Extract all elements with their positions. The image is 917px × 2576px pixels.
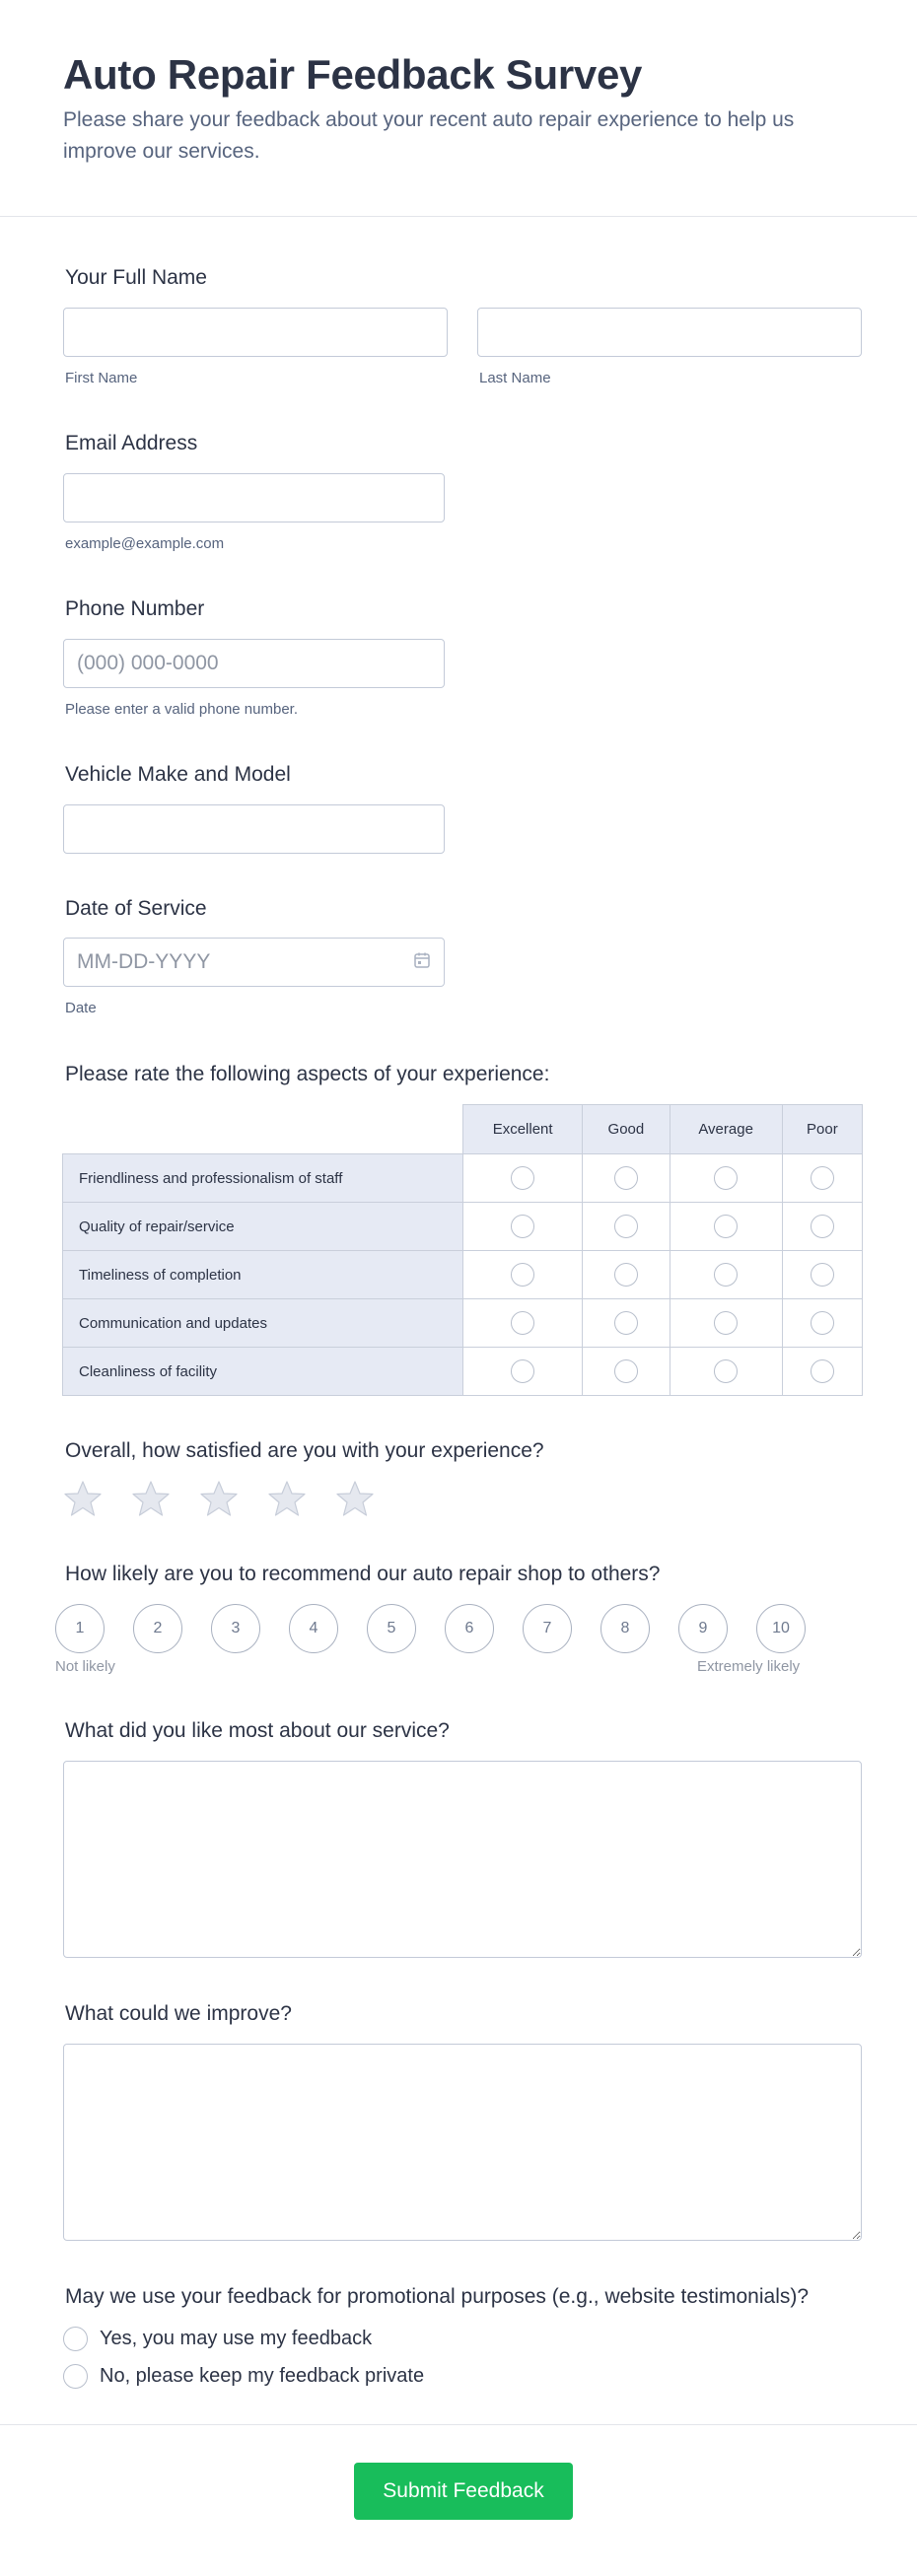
scale-option[interactable]: 8	[600, 1604, 650, 1653]
calendar-icon[interactable]	[412, 950, 432, 970]
recommend-label: How likely are you to recommend our auto repair shop to others?	[65, 1563, 661, 1585]
phone-sublabel: Please enter a valid phone number.	[65, 701, 298, 718]
scale-option[interactable]: 10	[756, 1604, 806, 1653]
date-input[interactable]	[63, 938, 445, 987]
matrix-row-label: Cleanliness of facility	[63, 1348, 463, 1396]
matrix-radio[interactable]	[614, 1166, 638, 1190]
date-sublabel: Date	[65, 1000, 97, 1016]
matrix-label: Please rate the following aspects of your experience:	[65, 1063, 550, 1085]
email-sublabel: example@example.com	[65, 535, 225, 552]
improve-textarea[interactable]	[63, 2044, 862, 2241]
email-input[interactable]	[63, 473, 445, 522]
promo-option-no[interactable]	[63, 2364, 424, 2389]
matrix-row	[63, 1299, 863, 1348]
matrix-radio[interactable]	[714, 1263, 738, 1287]
matrix-radio[interactable]	[811, 1359, 834, 1383]
scale-option[interactable]: 7	[523, 1604, 572, 1653]
star-icon[interactable]	[63, 1479, 103, 1518]
scale-option[interactable]: 4	[289, 1604, 338, 1653]
vehicle-label: Vehicle Make and Model	[65, 763, 291, 786]
matrix-radio[interactable]	[614, 1263, 638, 1287]
first-name-sublabel: First Name	[65, 370, 138, 386]
star-icon[interactable]	[131, 1479, 171, 1518]
matrix-radio[interactable]	[614, 1359, 638, 1383]
scale-option[interactable]: 9	[678, 1604, 728, 1653]
last-name-sublabel: Last Name	[479, 370, 551, 386]
phone-input[interactable]	[63, 639, 445, 688]
page-subtitle: Please share your feedback about your recent auto repair experience to help us improve our services.	[63, 108, 795, 163]
email-label: Email Address	[65, 432, 198, 454]
scale-rating	[55, 1604, 806, 1653]
footer-divider	[0, 2424, 917, 2425]
matrix-row-label: Friendliness and professionalism of staff	[63, 1154, 463, 1203]
matrix-radio[interactable]	[714, 1311, 738, 1335]
scale-option[interactable]: 3	[211, 1604, 260, 1653]
radio-button[interactable]	[63, 2327, 88, 2351]
vehicle-input[interactable]	[63, 804, 445, 854]
matrix-radio[interactable]	[811, 1263, 834, 1287]
matrix-col-average: Average	[670, 1105, 782, 1154]
matrix-row-label: Quality of repair/service	[63, 1203, 463, 1251]
matrix-row	[63, 1203, 863, 1251]
matrix-radio[interactable]	[811, 1311, 834, 1335]
submit-button[interactable]: Submit Feedback	[354, 2463, 573, 2520]
phone-label: Phone Number	[65, 597, 205, 620]
promo-option-yes[interactable]	[63, 2327, 372, 2351]
matrix-row-label: Timeliness of completion	[63, 1251, 463, 1299]
matrix-col-poor: Poor	[782, 1105, 862, 1154]
scale-option[interactable]: 6	[445, 1604, 494, 1653]
page-title: Auto Repair Feedback Survey	[63, 51, 643, 98]
radio-button[interactable]	[63, 2364, 88, 2389]
matrix-radio[interactable]	[511, 1311, 534, 1335]
matrix-radio[interactable]	[811, 1166, 834, 1190]
matrix-corner	[63, 1105, 463, 1154]
promo-option-label: No, please keep my feedback private	[100, 2365, 425, 2387]
matrix-radio[interactable]	[714, 1215, 738, 1238]
matrix-row	[63, 1348, 863, 1396]
scale-high-label: Extremely likely	[697, 1658, 801, 1675]
matrix-col-good: Good	[583, 1105, 670, 1154]
promo-label: May we use your feedback for promotional purposes (e.g., website testimonials)?	[65, 2285, 810, 2308]
form-header	[0, 0, 917, 217]
full-name-label: Your Full Name	[65, 266, 207, 289]
satisfaction-label: Overall, how satisfied are you with your experience?	[65, 1439, 544, 1462]
matrix-radio[interactable]	[614, 1215, 638, 1238]
scale-option[interactable]: 1	[55, 1604, 105, 1653]
matrix-row	[63, 1154, 863, 1203]
first-name-input[interactable]	[63, 308, 448, 357]
star-icon[interactable]	[335, 1479, 375, 1518]
matrix-radio[interactable]	[511, 1263, 534, 1287]
matrix-radio[interactable]	[811, 1215, 834, 1238]
liked-textarea[interactable]	[63, 1761, 862, 1958]
last-name-input[interactable]	[477, 308, 862, 357]
matrix-radio[interactable]	[511, 1166, 534, 1190]
scale-option[interactable]: 2	[133, 1604, 182, 1653]
matrix-radio[interactable]	[714, 1359, 738, 1383]
matrix-row-label: Communication and updates	[63, 1299, 463, 1348]
scale-low-label: Not likely	[55, 1658, 115, 1675]
matrix-row	[63, 1251, 863, 1299]
matrix-radio[interactable]	[511, 1359, 534, 1383]
matrix-col-excellent: Excellent	[463, 1105, 583, 1154]
scale-option[interactable]: 5	[367, 1604, 416, 1653]
improve-label: What could we improve?	[65, 2002, 292, 2025]
liked-label: What did you like most about our service?	[65, 1719, 450, 1742]
rating-matrix	[62, 1104, 863, 1396]
promo-option-label: Yes, you may use my feedback	[100, 2328, 373, 2349]
star-rating	[63, 1479, 375, 1518]
star-icon[interactable]	[199, 1479, 239, 1518]
star-icon[interactable]	[267, 1479, 307, 1518]
matrix-radio[interactable]	[511, 1215, 534, 1238]
date-label: Date of Service	[65, 897, 207, 920]
matrix-radio[interactable]	[714, 1166, 738, 1190]
matrix-radio[interactable]	[614, 1311, 638, 1335]
